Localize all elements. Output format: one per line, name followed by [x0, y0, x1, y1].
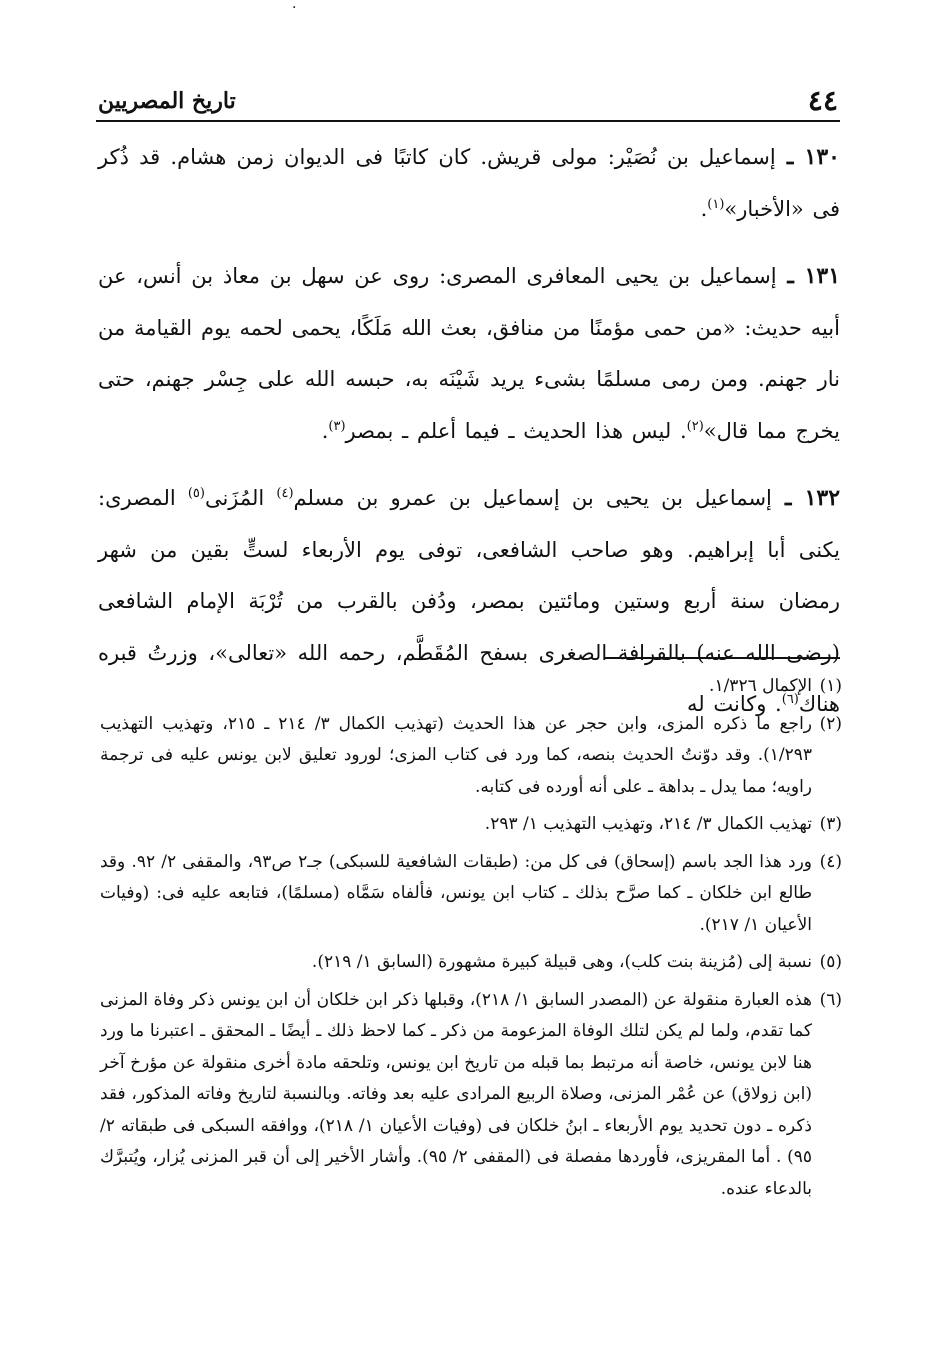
entry-number: ١٣١ [804, 263, 841, 289]
footnote-marker: (٥) [819, 952, 842, 972]
entry-text: إسماعيل بن نُصَيْر: مولى قريش. كان كاتبًا فى الديوان زمن هشام. قد ذُكر فى «الأخبار» [98, 145, 840, 221]
entry-number: ١٣٢ [804, 485, 841, 511]
footnote-6 [100, 985, 842, 1206]
footnote-ref[interactable]: (٥) [187, 486, 205, 501]
page-header [96, 82, 840, 122]
entry-text: . وكانت له [687, 692, 782, 716]
footnote-marker: (٣) [819, 814, 842, 834]
footnote-text: تهذيب الكمال ٣/ ٢١٤، وتهذيب التهذيب ١/ ٢٩٣. [484, 814, 812, 834]
running-title: تاريخ المصريين [98, 88, 236, 114]
entry-130: ١٣٠ ـ إسماعيل بن نُصَيْر: مولى قريش. كان كاتبًا فى الديوان زمن هشام. قد ذُكر فى «الأخبار»$^{(١)}$. [98, 144, 840, 221]
entry-text: إسماعيل بن يحيى المعافرى المصرى: روى عن سهل بن معاذ بن أنس، عن أبيه حديث: «من حمى مؤمنًا من منافق، بعث الله مَلَكًا، يحمى لحمه يوم القيامة من نار جهنم. ومن رمى مسلمًا بشىء يريد شَيْنَه به، حبسه الله على جِسْر جهنم، حتى يخرج مما قال» [98, 264, 840, 443]
page-number: ٤٤ [807, 84, 838, 117]
footnote-marker: (٦) [819, 989, 842, 1010]
entry-text-continued: . ليس هذا الحديث ـ فيما أعلم ـ بمصر [345, 418, 687, 443]
footnote-1 [100, 671, 842, 703]
footnote-5 [100, 947, 842, 979]
main-text [98, 132, 840, 747]
entry-number: ١٣٠ [804, 144, 840, 170]
footnote-text: راجع ما ذكره المزى، وابن حجر عن هذا الحديث (تهذيب الكمال ٣/ ٢١٤ ـ ٢١٥، وتهذيب التهذيب ١/٢٩٣). وقد دوّنتُ الحديث بنصه، كما ورد فى كتاب المزى؛ لورود تعليق لابن يونس عليه فى ترجمة راويه؛ مما يدل ـ بداهة ـ على أنه أورده فى كتابه. [100, 713, 812, 797]
footnote-marker: (٢) [819, 713, 842, 734]
footnote-3 [100, 809, 842, 841]
entry-text: المُزَنى [204, 486, 277, 510]
footnote-ref[interactable]: (٣) [328, 418, 346, 434]
footnote-text: نسبة إلى (مُزينة بنت كلب)، وهى قبيلة كبيرة مشهورة (السابق ١/ ٢١٩). [311, 952, 812, 972]
footnote-ref[interactable]: (٦) [781, 692, 799, 707]
footnotes [100, 671, 842, 1211]
entry-131: ١٣١ ـ إسماعيل بن يحيى المعافرى المصرى: روى عن سهل بن معاذ بن أنس، عن أبيه حديث: «من حمى مؤمنًا من منافق، بعث الله مَلَكًا، يحمى لحمه يوم القيامة من نار جهنم. ومن رمى مسلمًا بشىء يريد شَيْنَه به، حبسه الله على جِسْر جهنم، حتى يخرج مما قال»$^{(٢)}$. ليس هذا الحديث ـ فيما أعلم ـ بمصر$^{(٣)}$. [98, 263, 841, 443]
footnote-marker: (٤) [819, 851, 842, 872]
stray-mark: · [292, 0, 297, 16]
footnote-marker: (١) [819, 676, 842, 696]
footnote-ref[interactable]: (٢) [686, 418, 704, 434]
footnote-2 [100, 709, 842, 804]
entry-132: ١٣٢ ـ إسماعيل بن يحيى بن إسماعيل بن عمرو بن مسلم$^{(٤)}$ المُزَنى$^{(٥)}$ المصرى: يكنى أبا إبراهيم. وهو صاحب الشافعى، توفى يوم الأربعاء لستٍّ بقين من شهر رمضان سنة أربع وستين ومائتين بمصر، ودُفن بالقرب من تُرْبَة الإمام الشافعى (رضى الله عنه) بالقرافة الصغرى بسفح المُقَطَّم، رحمه الله «تعالى»، وزرتُ قبره هناك$^{(٦)}$. وكانت له [98, 485, 841, 716]
footnote-ref[interactable]: (٤) [276, 486, 294, 501]
footnote-text: الإكمال ١/٣٢٦. [709, 676, 812, 696]
footnote-4 [100, 847, 842, 942]
footnote-ref[interactable]: (١) [707, 196, 725, 212]
footnote-text: ورد هذا الجد باسم (إسحاق) فى كل من: (طبقات الشافعية للسبكى) جـ٢ ص٩٣، والمقفى ٢/ ٩٢. وقد طالع ابن خلكان ـ كما صرَّح بذلك ـ كتاب ابن يونس، فألفاه سَمَّاه (مسلمًا)، فتابعه عليه فى: (وفيات الأعيان ١/ ٢١٧). [100, 851, 812, 935]
footnote-text: هذه العبارة منقولة عن (المصدر السابق ١/ ٢١٨)، وقبلها ذكر ابن خلكان أن ابن يونس ذكر وفاة المزنى كما تقدم، ولما لم يكن لتلك الوفاة المزعومة من ذكر ـ كما لاحظ ذلك ـ أيضًا ـ المحقق ـ اعتبرنا ما ورد هنا لابن يونس، خاصة أنه مرتبط بما قبله من تاريخ ابن يونس، وتلحقه مادة أخرى منقولة عن مؤرخ آخر (ابن زولاق) عن عُمْر المزنى، وصلاة الربيع المرادى عليه بعد وفاته. وبالنسبة لتاريخ وفاته المذكور، فقد ذكره ـ دون تحديد يوم الأربعاء ـ ابنُ خلكان فى (وفيات الأعيان ١/ ٢١٨)، ووافقه السبكى فى طبقاته ٢/ ٩٥) . أما المقريزى، فأوردها مفصلة فى (المقفى ٢/ ٩٥). وأشار الأخير إلى أن قبر المزنى يُزار، ويُتبرَّك بالدعاء عنده. [100, 989, 812, 1199]
footnote-divider [604, 657, 840, 659]
entry-text: المصرى: يكنى أبا إبراهيم. وهو صاحب الشافعى، توفى يوم الأربعاء لستٍّ بقين من شهر رمضان سنة أربع وستين ومائتين بمصر، ودُفن بالقرب من تُرْبَة الإمام الشافعى (رضى الله عنه) بالقرافة الصغرى بسفح المُقَطَّم، رحمه الله «تعالى»، وزرتُ قبره هناك [98, 486, 840, 716]
entry-text: إسماعيل بن يحيى بن إسماعيل بن عمرو بن مسلم [293, 486, 772, 510]
